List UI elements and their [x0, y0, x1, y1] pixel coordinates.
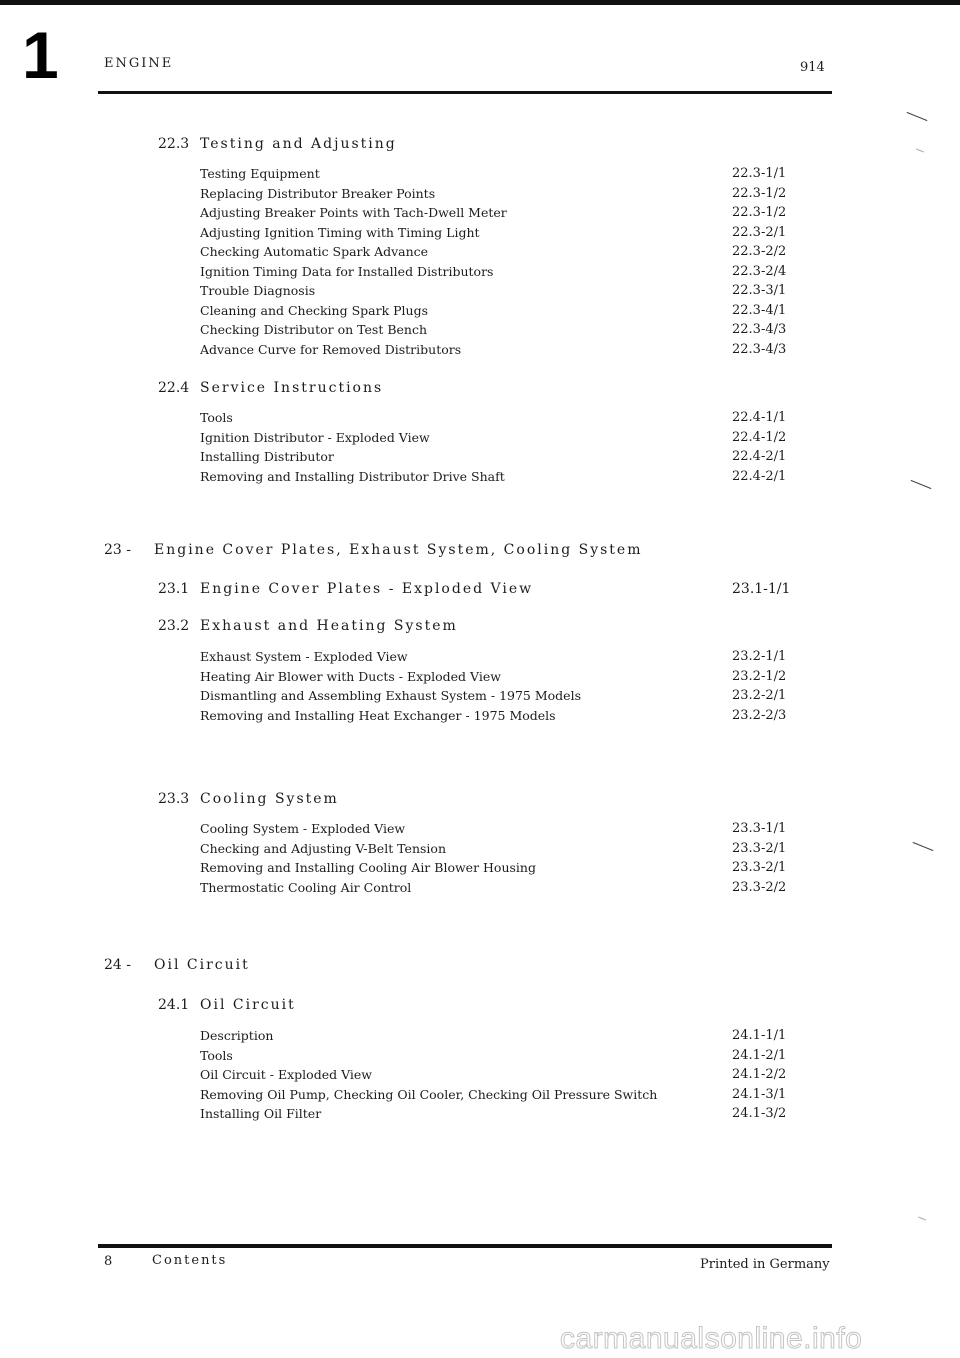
toc-item-row [200, 839, 820, 859]
toc-item-page-reference: 23.3-2/1 [732, 860, 787, 875]
section-item-list [200, 408, 820, 486]
toc-item-page-reference: 23.2-2/1 [732, 688, 787, 703]
toc-item-page-reference: 22.3-2/4 [732, 263, 787, 279]
toc-item-row [200, 301, 820, 321]
toc-item-title: Ignition Distributor - Exploded View [200, 429, 430, 445]
toc-item-page-reference: 22.3-2/1 [732, 224, 787, 240]
toc-item-row [200, 320, 820, 340]
toc-item-page-reference: 24.1-2/1 [732, 1047, 787, 1063]
section-heading-title: Oil Circuit [200, 997, 296, 1013]
toc-item-title: Installing Distributor [200, 449, 334, 464]
toc-item-page-reference: 22.3-1/2 [732, 205, 787, 220]
toc-item-page-reference: 22.3-4/3 [732, 341, 787, 357]
toc-item-row [200, 686, 820, 706]
toc-item-page-reference: 22.3-1/2 [732, 185, 787, 201]
chapter-number: 1 [22, 18, 59, 92]
toc-item-row [200, 408, 820, 428]
toc-item-row [200, 858, 820, 878]
toc-item-title: Checking Distributor on Test Bench [200, 322, 428, 337]
toc-item-row [200, 1026, 820, 1046]
toc-item-row [200, 467, 820, 487]
footer-section-label: Contents [152, 1253, 228, 1268]
section-heading [158, 997, 296, 1013]
section-heading-number: 22.4 [158, 380, 190, 396]
section-heading [158, 136, 397, 152]
toc-item-title: Replacing Distributor Breaker Points [200, 185, 436, 201]
toc-item-title: Description [200, 1028, 274, 1043]
toc-item-title: Checking and Adjusting V-Belt Tension [200, 840, 446, 856]
section-heading [158, 380, 383, 396]
section-heading [158, 581, 791, 597]
toc-item-title: Adjusting Ignition Timing with Timing Light [200, 224, 480, 240]
toc-item-title: Removing and Installing Heat Exchanger - 1975 Models [200, 707, 556, 723]
toc-item-page-reference: 22.4-2/1 [732, 468, 787, 484]
header-title: ENGINE [104, 56, 174, 71]
toc-item-title: Checking Automatic Spark Advance [200, 244, 429, 259]
toc-item-row [200, 1104, 820, 1124]
chapter-heading-title: Engine Cover Plates, Exhaust System, Cooling System [154, 542, 643, 558]
toc-item-page-reference: 22.3-4/3 [732, 322, 787, 337]
section-item-list [200, 1026, 820, 1124]
toc-item-title: Trouble Diagnosis [200, 283, 316, 298]
section-heading-number: 23.3 [158, 791, 190, 807]
section-page-reference: 23.1-1/1 [732, 581, 791, 597]
toc-item-title: Adjusting Breaker Points with Tach-Dwell Meter [200, 205, 507, 220]
toc-item-row [200, 878, 820, 898]
toc-item-row [200, 428, 820, 448]
toc-item-row [200, 819, 820, 839]
toc-item-page-reference: 22.3-1/1 [732, 166, 787, 181]
section-heading [158, 618, 458, 634]
toc-item-page-reference: 22.4-2/1 [732, 449, 787, 464]
toc-item-title: Tools [200, 1047, 233, 1063]
section-heading-title: Service Instructions [200, 380, 384, 396]
toc-item-page-reference: 22.3-3/1 [732, 283, 787, 298]
header-model: 914 [800, 60, 825, 75]
section-item-list [200, 647, 820, 725]
toc-item-page-reference: 23.2-1/1 [732, 649, 787, 664]
toc-item-title: Installing Oil Filter [200, 1106, 322, 1121]
section-heading-title: Exhaust and Heating System [200, 618, 458, 634]
toc-item-row [200, 262, 820, 282]
toc-item-title: Cleaning and Checking Spark Plugs [200, 302, 428, 318]
site-watermark: carmanualsonline.info [560, 1322, 863, 1355]
toc-item-row [200, 667, 820, 687]
chapter-heading [104, 542, 643, 558]
toc-item-page-reference: 22.4-1/1 [732, 410, 787, 425]
section-heading-number: 23.1 [158, 581, 190, 597]
toc-item-title: Tools [200, 410, 233, 425]
toc-item-title: Removing Oil Pump, Checking Oil Cooler, Checking Oil Pressure Switch [200, 1086, 658, 1102]
toc-item-row [200, 1046, 820, 1066]
toc-item-row [200, 164, 820, 184]
chapter-heading-title: Oil Circuit [154, 957, 250, 973]
toc-item-row [200, 223, 820, 243]
chapter-heading-number: 24 - [104, 957, 131, 973]
toc-item-page-reference: 24.1-1/1 [732, 1028, 787, 1043]
toc-item-page-reference: 24.1-3/2 [732, 1106, 787, 1121]
section-heading-number: 22.3 [158, 136, 190, 152]
toc-item-title: Cooling System - Exploded View [200, 821, 406, 836]
toc-item-title: Ignition Timing Data for Installed Distributors [200, 263, 494, 279]
section-heading-number: 24.1 [158, 997, 190, 1013]
toc-item-title: Thermostatic Cooling Air Control [200, 879, 412, 895]
toc-item-page-reference: 24.1-3/1 [732, 1086, 787, 1102]
toc-item-title: Removing and Installing Distributor Drive Shaft [200, 468, 505, 484]
section-heading-number: 23.2 [158, 618, 190, 634]
toc-item-row [200, 203, 820, 223]
section-heading-title: Testing and Adjusting [200, 136, 397, 152]
toc-item-row [200, 706, 820, 726]
toc-item-title: Heating Air Blower with Ducts - Exploded View [200, 668, 501, 684]
toc-item-page-reference: 23.3-2/2 [732, 879, 787, 895]
toc-item-row [200, 184, 820, 204]
toc-item-page-reference: 23.3-2/1 [732, 840, 787, 856]
toc-item-title: Oil Circuit - Exploded View [200, 1067, 372, 1082]
toc-item-row [200, 647, 820, 667]
toc-item-row [200, 1085, 820, 1105]
chapter-heading [104, 957, 250, 973]
section-heading [158, 791, 339, 807]
toc-item-title: Removing and Installing Cooling Air Blower Housing [200, 860, 536, 875]
toc-item-row [200, 281, 820, 301]
toc-item-page-reference: 23.2-2/3 [732, 707, 787, 723]
toc-item-title: Dismantling and Assembling Exhaust System - 1975 Models [200, 688, 581, 703]
toc-item-row [200, 340, 820, 360]
footer-rule [98, 1244, 832, 1248]
toc-item-page-reference: 22.3-4/1 [732, 302, 787, 318]
section-heading-title: Cooling System [200, 791, 339, 807]
chapter-heading-number: 23 - [104, 542, 131, 558]
toc-item-row [200, 1065, 820, 1085]
toc-item-page-reference: 22.3-2/2 [732, 244, 787, 259]
toc-item-page-reference: 22.4-1/2 [732, 429, 787, 445]
toc-item-title: Advance Curve for Removed Distributors [200, 341, 462, 357]
footer-page-number: 8 [104, 1254, 113, 1269]
toc-item-row [200, 242, 820, 262]
footer-printed-in: Printed in Germany [700, 1257, 830, 1272]
toc-item-title: Exhaust System - Exploded View [200, 649, 408, 664]
toc-item-page-reference: 24.1-2/2 [732, 1067, 787, 1082]
section-item-list [200, 164, 820, 359]
section-heading-title: Engine Cover Plates - Exploded View [200, 581, 534, 597]
toc-item-title: Testing Equipment [200, 166, 320, 181]
toc-item-page-reference: 23.3-1/1 [732, 821, 787, 836]
toc-item-page-reference: 23.2-1/2 [732, 668, 787, 684]
toc-item-row [200, 447, 820, 467]
section-item-list [200, 819, 820, 897]
